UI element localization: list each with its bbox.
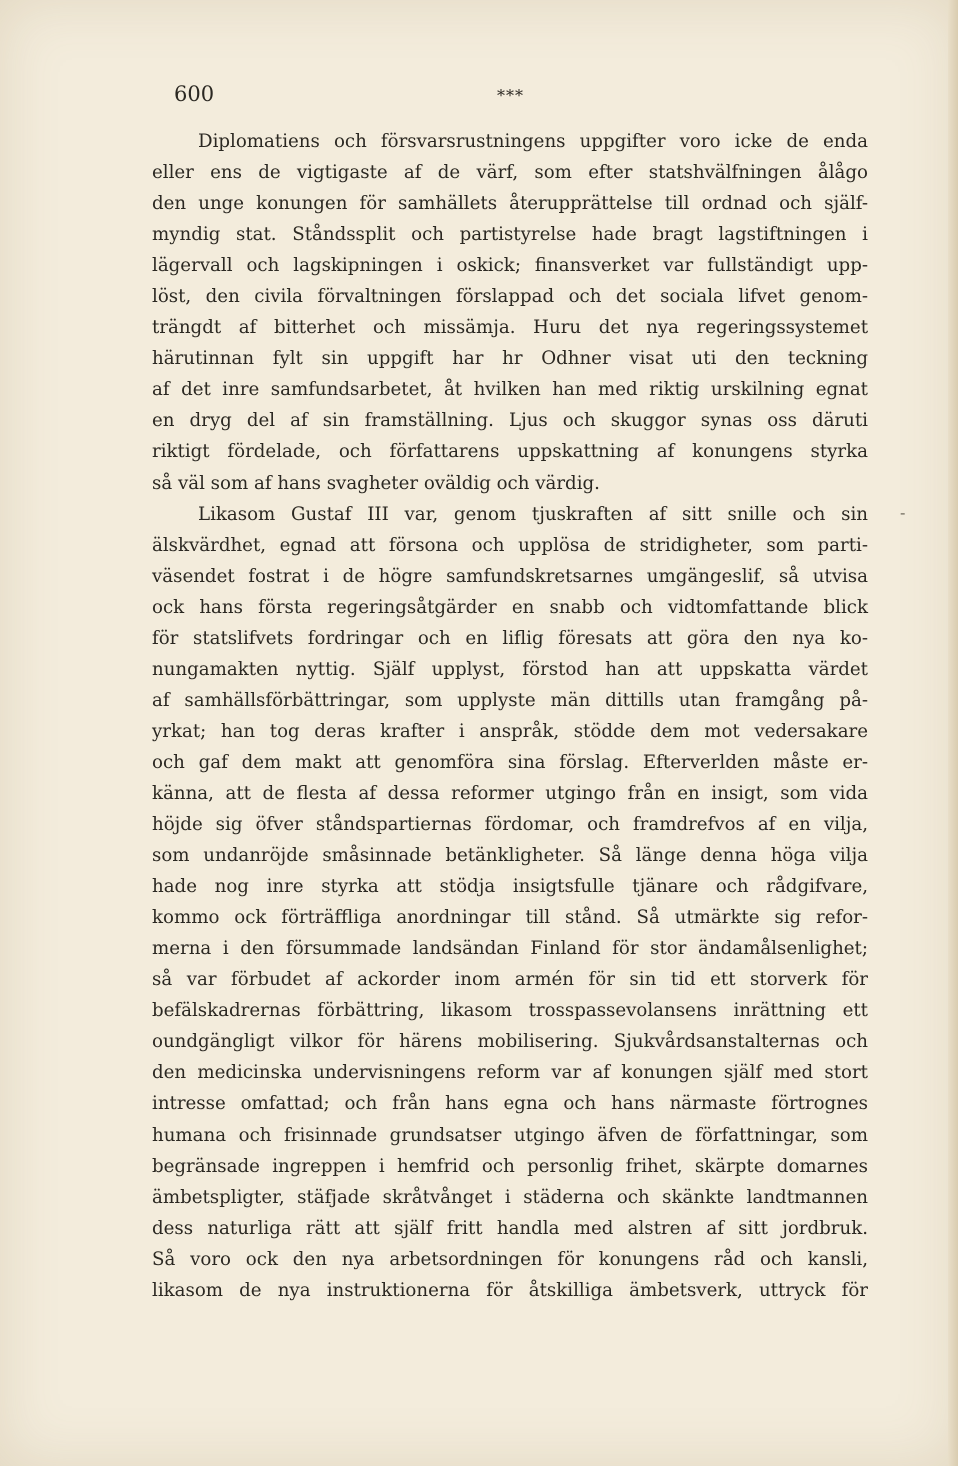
text-line: Diplomatiens och försvarsrustningens uppgifter voro icke de enda bbox=[198, 131, 868, 152]
margin-mark: - bbox=[900, 503, 906, 522]
text-line: den unge konungen för samhällets återupprättelse till ordnad och själf- bbox=[152, 193, 868, 215]
page-header bbox=[152, 78, 868, 112]
text-line: höjde sig öfver ståndspartiernas fördomar, och framdrefvos af en vilja, bbox=[152, 814, 868, 836]
text-line: en dryg del af sin framställning. Ljus och skuggor synas oss däruti bbox=[152, 410, 868, 432]
text-line: älskvärdhet, egnad att försona och upplösa de stridigheter, som parti- bbox=[152, 534, 868, 556]
text-line: Så voro ock den nya arbetsordningen för konungens råd och kansli, bbox=[152, 1248, 868, 1270]
text-line: lägervall och lagskipningen i oskick; finansverket var fullständigt upp- bbox=[152, 255, 868, 277]
text-line: Likasom Gustaf III var, genom tjuskraften af sitt snille och sin bbox=[198, 503, 868, 525]
text-line: af samhällsförbättringar, som upplyste män dittills utan framgång på- bbox=[152, 689, 868, 711]
running-head: *** bbox=[497, 86, 524, 105]
text-line: för statslifvets fordringar och en liflig föresats att göra den nya ko- bbox=[152, 627, 868, 649]
text-line: befälskadrernas förbättring, likasom trosspassevolansens inrättning ett bbox=[152, 1000, 868, 1022]
text-line: så väl som af hans svagheter oväldig och värdig. bbox=[152, 472, 600, 494]
text-line: väsendet fostrat i de högre samfundskretsarnes umgängeslif, så utvisa bbox=[152, 565, 868, 587]
text-line: dess naturliga rätt att själf fritt handla med alstren af sitt jordbruk. bbox=[152, 1217, 868, 1239]
text-line: begränsade ingreppen i hemfrid och personlig frihet, skärpte domarnes bbox=[152, 1155, 868, 1177]
text-line: likasom de nya instruktionerna för åtskilliga ämbetsverk, uttryck för bbox=[152, 1279, 868, 1301]
paragraph-1 bbox=[152, 126, 868, 499]
page-number: 600 bbox=[174, 82, 215, 106]
text-line: merna i den försummade landsändan Finland för stor ändamålsenlighet; bbox=[152, 938, 868, 960]
text-line: myndig stat. Ståndssplit och partistyrelse hade bragt lagstiftningen i bbox=[152, 224, 868, 246]
text-line: humana och frisinnade grundsatser utgingo äfven de författningar, som bbox=[152, 1124, 868, 1146]
text-line: trängdt af bitterhet och missämja. Huru det nya regeringssystemet bbox=[152, 317, 868, 339]
text-line: kommo ock förträffliga anordningar till stånd. Så utmärkte sig refor- bbox=[152, 907, 868, 929]
text-line: ock hans första regeringsåtgärder en snabb och vidtomfattande blick bbox=[152, 596, 868, 618]
text-line: löst, den civila förvaltningen förslappad och det sociala lifvet genom- bbox=[152, 286, 868, 308]
text-line: känna, att de flesta af dessa reformer utgingo från en insigt, som vida bbox=[152, 782, 868, 804]
text-line: den medicinska undervisningens reform var af konungen själf med stort bbox=[152, 1062, 868, 1084]
text-line: oundgängligt vilkor för härens mobilisering. Sjukvårdsanstalternas och bbox=[152, 1031, 868, 1053]
page-edge bbox=[948, 0, 958, 1466]
text-line: intresse omfattad; och från hans egna och hans närmaste förtrognes bbox=[152, 1093, 868, 1115]
text-line: och gaf dem makt att genomföra sina förslag. Efterverlden måste er- bbox=[152, 751, 868, 773]
paragraph-2 bbox=[152, 499, 868, 1306]
text-line: af det inre samfundsarbetet, åt hvilken han med riktig urskilning egnat bbox=[152, 379, 868, 401]
text-line: yrkat; han tog deras krafter i anspråk, stödde dem mot vedersakare bbox=[152, 720, 868, 742]
text-line: som undanröjde småsinnade betänkligheter. Så länge denna höga vilja bbox=[152, 845, 868, 867]
text-line: hade nog inre styrka att stödja insigtsfulle tjänare och rådgifvare, bbox=[152, 876, 868, 898]
text-line: så var förbudet af ackorder inom armén för sin tid ett storverk för bbox=[152, 969, 868, 991]
text-line: riktigt fördelade, och författarens uppskattning af konungens styrka bbox=[152, 441, 868, 463]
body-text bbox=[152, 126, 868, 1306]
text-line: ämbetspligter, stäfjade skråtvånget i städerna och skänkte landtmannen bbox=[152, 1186, 868, 1208]
text-line: nungamakten nyttig. Själf upplyst, förstod han att uppskatta värdet bbox=[152, 658, 868, 680]
text-line: härutinnan fylt sin uppgift har hr Odhner visat uti den teckning bbox=[152, 348, 868, 370]
text-line: eller ens de vigtigaste af de värf, som efter statshvälfningen ålågo bbox=[152, 162, 868, 184]
